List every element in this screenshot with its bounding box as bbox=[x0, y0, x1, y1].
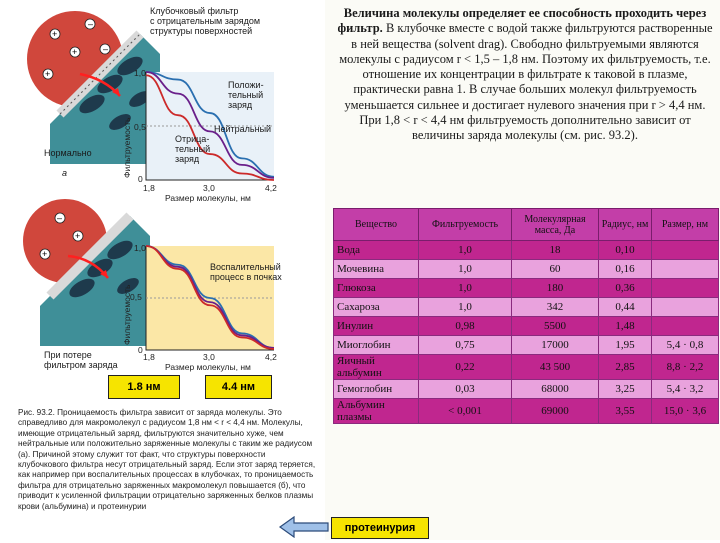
cell-substance: Мочевина bbox=[334, 260, 419, 279]
filter-label-top: Клубочковый фильтр с отрицательным зарядом структуры поверхностей bbox=[150, 6, 261, 36]
cell-filterability: 1,0 bbox=[419, 279, 512, 298]
table-row bbox=[334, 317, 719, 336]
cell-substance: Инулин bbox=[334, 317, 419, 336]
svg-text:–: – bbox=[88, 19, 94, 29]
bottom-xtick-30: 3,0 bbox=[203, 352, 215, 362]
cell-size bbox=[652, 317, 719, 336]
cell-substance: Глюкоза bbox=[334, 279, 419, 298]
cell-substance: Вода bbox=[334, 241, 419, 260]
cell-size bbox=[652, 279, 719, 298]
cell-mass: 17000 bbox=[512, 336, 599, 355]
cell-size: 15,0 · 3,6 bbox=[652, 399, 719, 424]
top-xtick-30: 3,0 bbox=[203, 183, 215, 193]
cell-radius: 1,95 bbox=[599, 336, 652, 355]
table-header-row bbox=[334, 209, 719, 241]
cell-size: 5,4 · 0,8 bbox=[652, 336, 719, 355]
cell-radius: 0,10 bbox=[599, 241, 652, 260]
header-filterability: Фильтруемость bbox=[419, 209, 512, 241]
cell-filterability: 0,22 bbox=[419, 355, 512, 380]
top-xtick-18: 1,8 bbox=[143, 183, 155, 193]
cell-mass: 5500 bbox=[512, 317, 599, 336]
svg-text:+: + bbox=[72, 47, 78, 57]
cell-mass: 342 bbox=[512, 298, 599, 317]
label-negative-charge: Отрица- тельный заряд bbox=[175, 134, 211, 164]
cell-size: 5,4 · 3,2 bbox=[652, 380, 719, 399]
cell-filterability: 0,98 bbox=[419, 317, 512, 336]
header-substance: Вещество bbox=[334, 209, 419, 241]
cell-mass: 60 bbox=[512, 260, 599, 279]
table-row bbox=[334, 336, 719, 355]
cell-mass: 69000 bbox=[512, 399, 599, 424]
left-page bbox=[0, 0, 322, 540]
bottom-xtick-18: 1,8 bbox=[143, 352, 155, 362]
cell-substance: Миоглобин bbox=[334, 336, 419, 355]
cell-filterability: 1,0 bbox=[419, 241, 512, 260]
top-ytick-0: 0 bbox=[138, 174, 143, 184]
cell-size bbox=[652, 241, 719, 260]
table-row bbox=[334, 399, 719, 424]
cell-radius: 1,48 bbox=[599, 317, 652, 336]
condition-normal: Нормально bbox=[44, 148, 92, 158]
header-radius: Радиус, нм bbox=[599, 209, 652, 241]
molecule-table bbox=[333, 208, 719, 424]
bottom-xtick-42: 4,2 bbox=[265, 352, 277, 362]
table-row bbox=[334, 260, 719, 279]
cell-filterability: 0,75 bbox=[419, 336, 512, 355]
top-xtick-42: 4,2 bbox=[265, 183, 277, 193]
table-row bbox=[334, 241, 719, 260]
cell-mass: 18 bbox=[512, 241, 599, 260]
cell-radius: 0,16 bbox=[599, 260, 652, 279]
bottom-chart-xlabel: Размер молекулы, нм bbox=[165, 362, 251, 372]
condition-charge-loss: При потере фильтром заряда bbox=[44, 350, 118, 370]
cell-size bbox=[652, 260, 719, 279]
label-positive-charge: Положи- тельный заряд bbox=[228, 80, 264, 110]
cell-filterability: < 0,001 bbox=[419, 399, 512, 424]
cell-substance: Сахароза bbox=[334, 298, 419, 317]
label-neutral: Нейтральный bbox=[214, 124, 272, 134]
cell-radius: 3,55 bbox=[599, 399, 652, 424]
svg-text:–: – bbox=[103, 44, 109, 54]
cell-substance: Яичный альбумин bbox=[334, 355, 419, 380]
proteinuria-label: протеинурия bbox=[331, 517, 429, 539]
cell-radius: 0,44 bbox=[599, 298, 652, 317]
cell-mass: 180 bbox=[512, 279, 599, 298]
body-text bbox=[335, 6, 715, 144]
bottom-ytick-0: 0 bbox=[138, 345, 143, 355]
cell-mass: 68000 bbox=[512, 380, 599, 399]
cell-radius: 0,36 bbox=[599, 279, 652, 298]
cell-size: 8,8 · 2,2 bbox=[652, 355, 719, 380]
svg-text:+: + bbox=[75, 231, 81, 241]
cell-filterability: 0,03 bbox=[419, 380, 512, 399]
panel-letter-a: а bbox=[62, 168, 68, 178]
table-row bbox=[334, 279, 719, 298]
bottom-chart-ylabel bbox=[122, 335, 132, 345]
cell-radius: 3,25 bbox=[599, 380, 652, 399]
annotation-inflammation: Воспалительный процесс в почках bbox=[210, 262, 282, 282]
cell-size bbox=[652, 298, 719, 317]
table-row bbox=[334, 298, 719, 317]
top-ytick-05: 0,5 bbox=[134, 122, 146, 132]
cell-filterability: 1,0 bbox=[419, 260, 512, 279]
body-text-rest: В клубочке вместе с водой также фильтруются растворенные в ней вещества (solvent drag). Свободно фильтруемыми являются молекулы с радиусом r < 1,5 – 1,8 нм. Поэтому их фильтруемость, т.е. отношение их концентрации в фильтрате к таковой в плазме, практически равна 1. В случае больших молекул фильтруемость уменьшается сильнее и достигает нулевого значения при r > 4,4 нм. При 1,8 < r < 4,4 нм фильтруемость дополнительно зависит от величины заряда молекулы (см. рис. 93.2). bbox=[339, 21, 713, 143]
figure-caption: Рис. 93.2. Проницаемость фильтра зависит от заряда молекулы. Это справедливо для макромолекул с радиусом 1,8 нм < r < 4,4 нм. Молекулы, имеющие отрицательный заряд, фильтруются значительно хуже, чем нейтральные или положительно заряженные молекулы с таким же радиусом (а). Причиной этому служит тот факт, что структуры поверхности клубочкового фильтра несут отрицательный заряд. Если этот заряд теряется, как например при воспалительных процессах в клубочках, то проницаемость фильтра для отрицательно заряженных макромолекул повышается (б), что приводит к усиленной фильтрации отрицательно заряженных белков плазмы крови (альбумина) и протеинурии bbox=[18, 408, 316, 511]
cell-radius: 2,85 bbox=[599, 355, 652, 380]
svg-text:+: + bbox=[45, 69, 51, 79]
bottom-ytick-05: 0,5 bbox=[130, 292, 142, 302]
body-text-bold: Величина молекулы определяет ее способность проходить через фильтр. bbox=[337, 6, 707, 36]
top-chart-xlabel: Размер молекулы, нм bbox=[165, 193, 251, 203]
header-mass: Молекулярная масса, Да bbox=[512, 209, 599, 241]
svg-text:–: – bbox=[57, 213, 63, 223]
svg-text:+: + bbox=[42, 249, 48, 259]
svg-text:+: + bbox=[52, 29, 58, 39]
cell-substance: Гемоглобин bbox=[334, 380, 419, 399]
back-arrow-icon[interactable] bbox=[278, 516, 330, 538]
header-size: Размер, нм bbox=[652, 209, 719, 241]
cell-substance: Альбумин плазмы bbox=[334, 399, 419, 424]
table-row bbox=[334, 355, 719, 380]
cell-filterability: 1,0 bbox=[419, 298, 512, 317]
filter-illustration-top bbox=[20, 4, 160, 164]
top-ytick-1: 1,0 bbox=[134, 68, 146, 78]
table-row bbox=[334, 380, 719, 399]
top-chart-ylabel bbox=[122, 168, 132, 178]
cell-mass: 43 500 bbox=[512, 355, 599, 380]
size-tag-1-8nm: 1.8 нм bbox=[108, 375, 180, 399]
size-tag-4-4nm: 4.4 нм bbox=[205, 375, 272, 399]
bottom-ytick-1: 1,0 bbox=[134, 243, 146, 253]
